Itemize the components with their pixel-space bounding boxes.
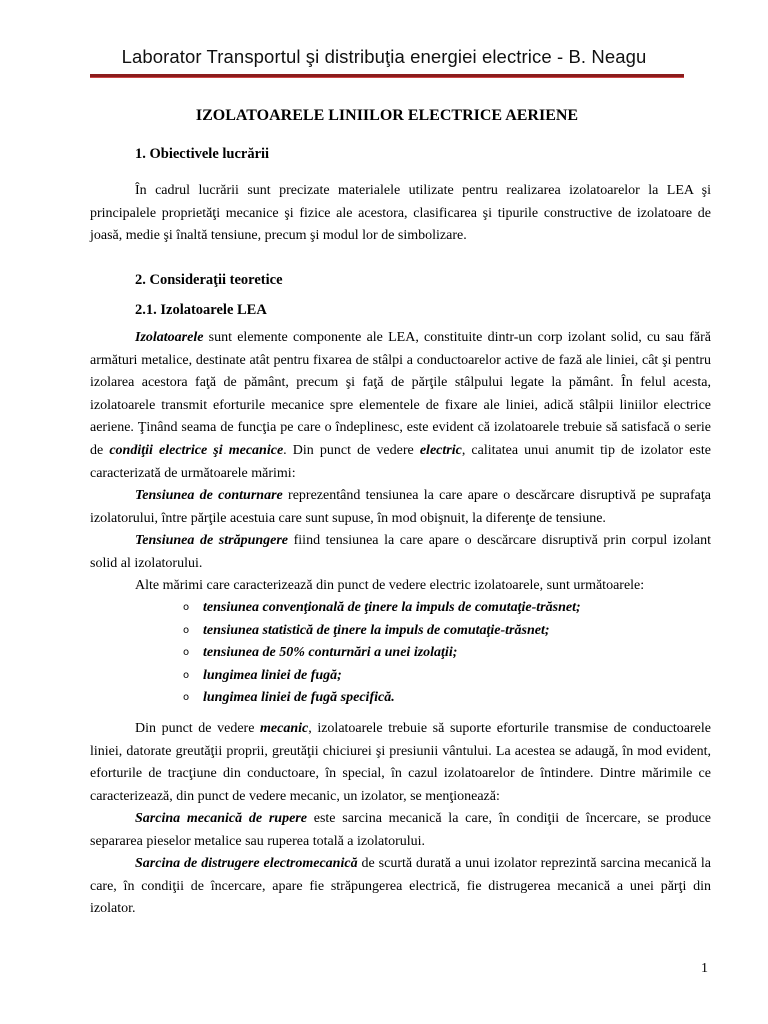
list-item: o tensiunea de 50% conturnări a unei izolaţii; [183, 645, 458, 661]
section-1-paragraph: În cadrul lucrării sunt precizate materialele utilizate pentru realizarea izolatoarelor la LEA şi principalele proprietăţi mecanice şi fizice ale acestora, clasificarea şi tipurile constructive de izolatoare de joasă, medie şi înaltă tensiune, precum şi modul lor de simbolizare. [90, 183, 711, 244]
electric-quantities-list [150, 597, 581, 710]
running-header: Laborator Transportul şi distribuţia energiei electrice - B. Neagu [121, 46, 647, 67]
paragraph-sarcina-distrugere: Sarcina de distrugere electromecanică de scurtă durată a unui izolator reprezintă sarcina mecanică la care, în condiţii de încercare, apare fie străpungerea electrică, fie distrugerea mecanică a unei părţi din izolator. [90, 856, 711, 917]
list-item: o tensiunea statistică de ţinere la impuls de comutaţie-trăsnet; [183, 622, 550, 638]
subsection-2-1-heading: 2.1. Izolatoarele LEA [135, 302, 267, 318]
section-2-heading: 2. Consideraţii teoretice [135, 272, 283, 288]
section-1-heading: 1. Obiectivele lucrării [135, 146, 270, 162]
header-rule [90, 74, 684, 78]
list-item: o lungimea liniei de fugă specifică. [183, 690, 395, 706]
list-item: o lungimea liniei de fugă; [183, 667, 342, 683]
paragraph-strapungere: Tensiunea de străpungere fiind tensiunea la care apare o descărcare disruptivă prin corpul izolant solid al izolatorului. [90, 533, 712, 571]
paragraph-conturnare: Tensiunea de conturnare reprezentând tensiunea la care apare o descărcare disruptivă pe suprafaţa izolatorului, între părţile acestuia care sunt supuse, în mod obişnuit, la diferenţe de tensiune. [90, 488, 711, 526]
paragraph-mecanic: Din punct de vedere mecanic, izolatoarele trebuie să suporte eforturile transmise de conductoarele liniei, datorate greutăţii proprii, greutăţii chiciurei şi presiunii vântului. La acestea se adaugă, în mod evident, eforturile de tracţiune din conductoare, în special, în cazul izolatoarelor de întindere. Dintre mărimile ce caracterizează, din punct de vedere mecanic, un izolator, se menţionează: [90, 721, 712, 804]
paragraph-alte-marimi: Alte mărimi care caracterizează din punct de vedere electric izolatoarele, sunt următoarele: [135, 578, 645, 593]
term-izolatoarele: Izolatoarele [135, 330, 204, 345]
paragraph-izolatoarele: Izolatoarele sunt elemente componente ale LEA, constituite dintr-un corp izolant solid, cu sau fără armături metalice, destinate atât pentru fixarea de stâlpi a conductoarelor active de fază ale liniei, cât şi pentru izolarea acestora faţă de pământ, precum şi faţă de părţile stâlpului legate la pământ. În felul acesta, izolatoarele transmit eforturile mecanice spre elementele de fixare ale liniei, adică stâlpii liniilor electrice aeriene. Ţinând seama de funcţia pe care o îndeplinesc, este evident că izolatoarele trebuie să satisfacă o serie de condiţii electrice şi mecanice. Din punct de vedere electric, calitatea unui anumit tip de izolator este caracterizată de următoarele mărimi: [90, 330, 712, 481]
list-item: o tensiunea convenţională de ţinere la impuls de comutaţie-trăsnet; [183, 600, 581, 615]
page-number: 1 [701, 961, 708, 976]
document-title: IZOLATOARELE LINIILOR ELECTRICE AERIENE [195, 107, 579, 124]
paragraph-sarcina-rupere: Sarcina mecanică de rupere este sarcina mecanică la care, în condiţii de încercare, se produce separarea pieselor metalice sau ruperea totală a izolatorului. [90, 811, 712, 849]
